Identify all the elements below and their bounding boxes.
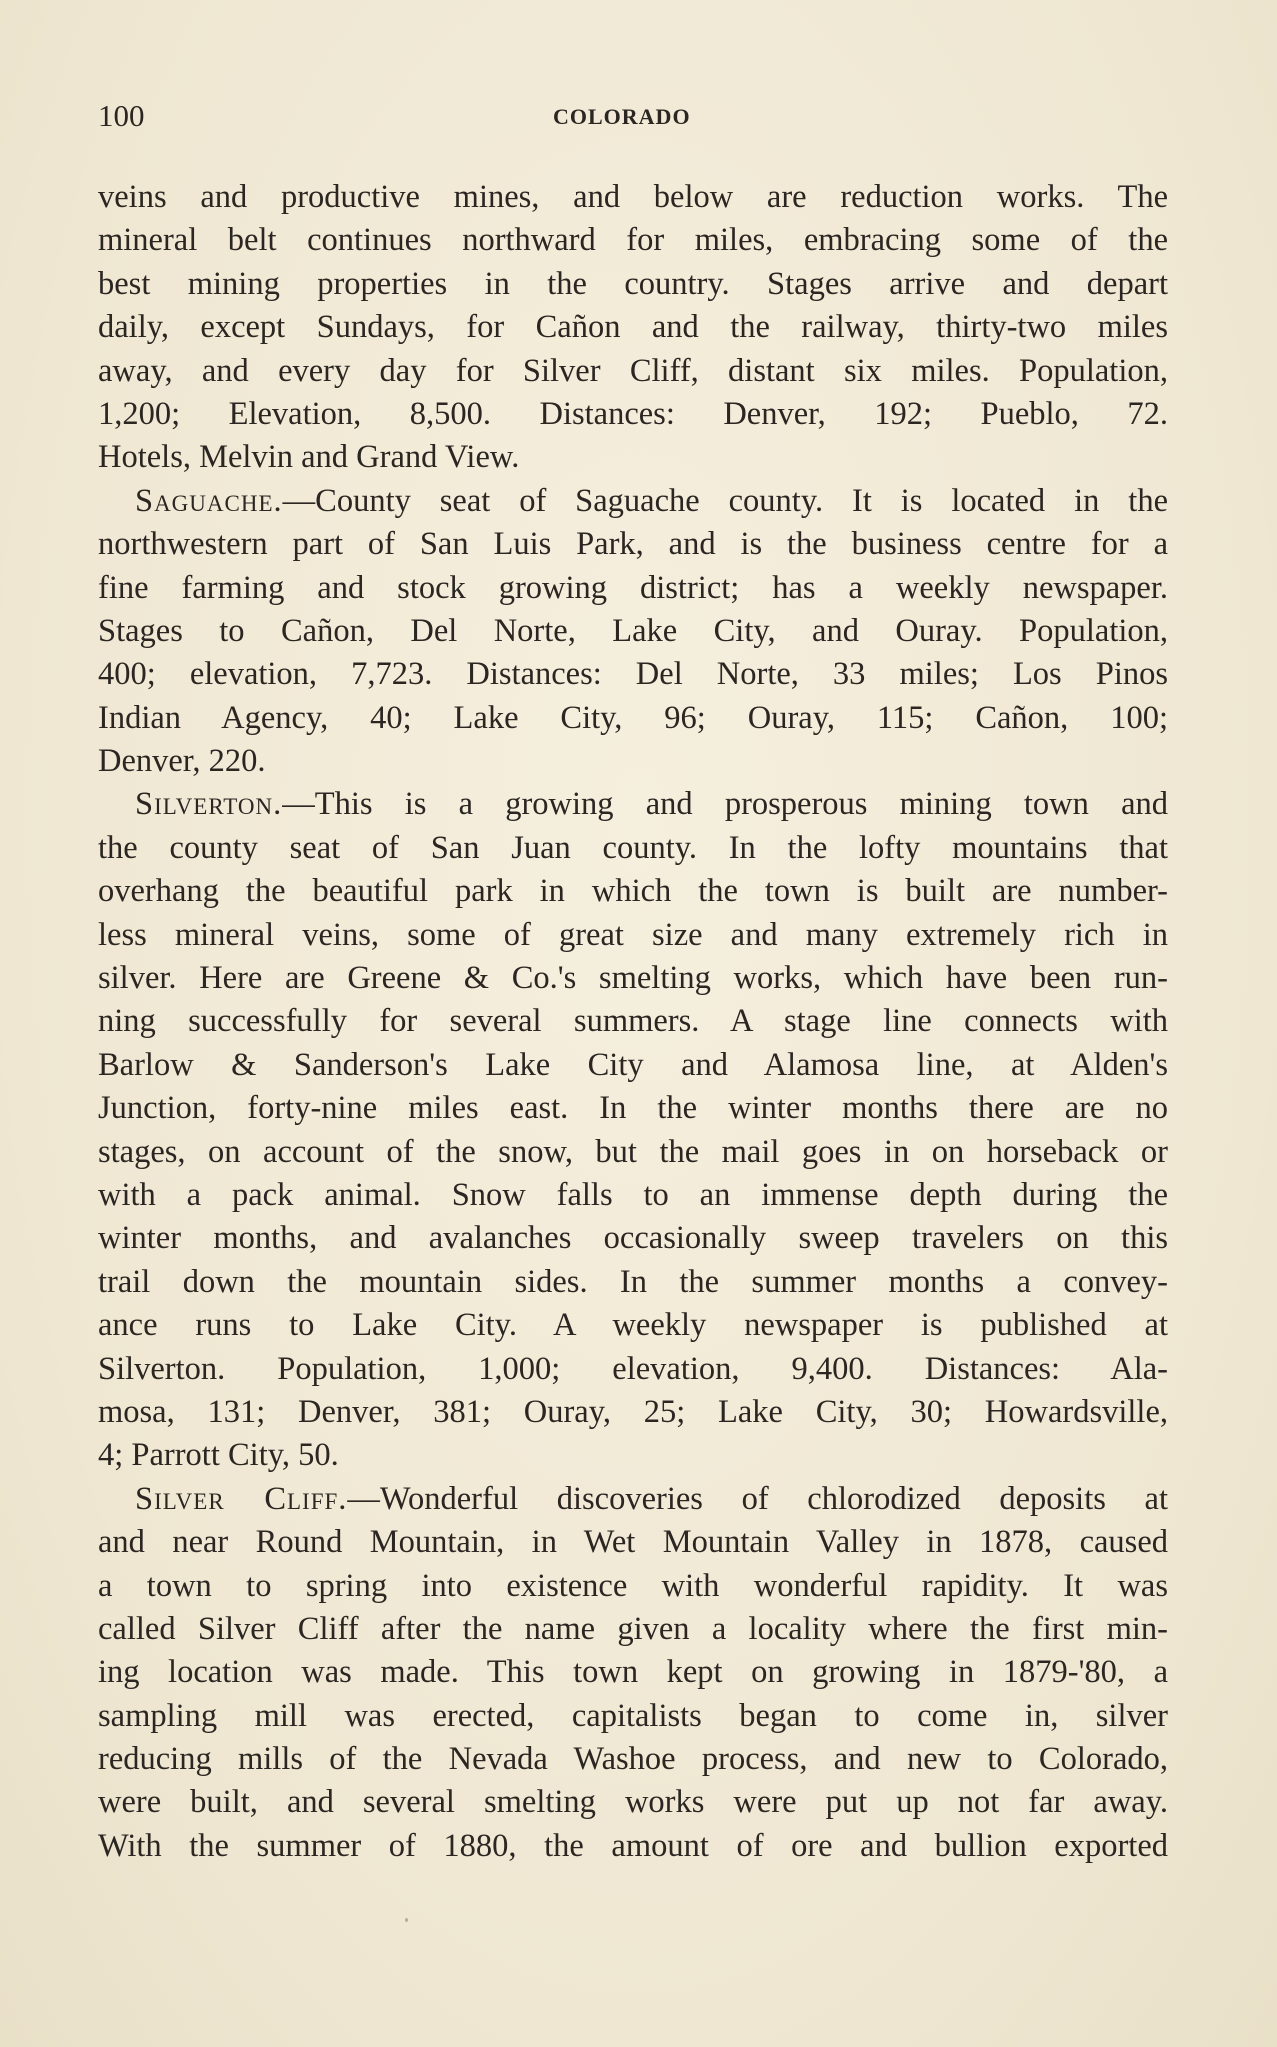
text-line: and near Round Mountain, in Wet Mountain Valley in 1878, caused	[98, 1524, 1168, 1561]
text-line: with a pack animal. Snow falls to an immense depth during the	[98, 1176, 1168, 1213]
text-line: Stages to Cañon, Del Norte, Lake City, and Ouray. Population,	[98, 612, 1168, 649]
text-line: sampling mill was erected, capitalists began to come in, silver	[98, 1697, 1168, 1734]
text-line: trail down the mountain sides. In the summer months a convey-	[98, 1263, 1168, 1300]
text-line: mineral belt continues northward for miles, embracing some of the	[98, 222, 1168, 259]
text-line: veins and productive mines, and below are reduction works. The	[98, 179, 1168, 215]
text-line: 400; elevation, 7,723. Distances: Del Norte, 33 miles; Los Pinos	[98, 656, 1168, 693]
text-line-rest: —Wonderful discoveries of chlorodized deposits at	[347, 1480, 1168, 1517]
text-line: With the summer of 1880, the amount of ore and bullion exported	[98, 1827, 1168, 1864]
text-line: 1,200; Elevation, 8,500. Distances: Denver, 192; Pueblo, 72.	[98, 395, 1168, 432]
entry-saguache-first-line	[98, 480, 1168, 523]
text-line: Barlow & Sanderson's Lake City and Alamosa line, at Alden's	[98, 1046, 1168, 1083]
text-line: the county seat of San Juan county. In the lofty mountains that	[98, 829, 1168, 866]
text-line: reducing mills of the Nevada Washoe process, and new to Colorado,	[98, 1741, 1168, 1778]
text-line: daily, except Sundays, for Cañon and the railway, thirty-two miles	[98, 309, 1168, 346]
entry-heading-silver-cliff: Silver Cliff.	[135, 1480, 348, 1517]
text-line: mosa, 131; Denver, 381; Ouray, 25; Lake City, 30; Howardsville,	[98, 1393, 1168, 1430]
text-line: Denver, 220.	[98, 743, 266, 780]
page-number: 100	[98, 98, 145, 133]
text-line: silver. Here are Greene & Co.'s smelting works, which have been run-	[98, 960, 1168, 997]
paper-speck	[405, 1918, 408, 1922]
text-line: ing location was made. This town kept on growing in 1879-'80, a	[98, 1654, 1168, 1691]
text-line: a town to spring into existence with wonderful rapidity. It was	[98, 1567, 1168, 1604]
entry-heading-saguache: Saguache.	[135, 482, 283, 519]
text-line-rest: —County seat of Saguache county. It is located in the	[282, 482, 1168, 519]
text-line: stages, on account of the snow, but the mail goes in on horseback or	[98, 1133, 1168, 1170]
running-head	[98, 98, 1168, 138]
text-line: best mining properties in the country. Stages arrive and depart	[98, 265, 1168, 302]
entry-silverton-first-line	[98, 783, 1168, 826]
text-line: less mineral veins, some of great size and many extremely rich in	[98, 916, 1168, 953]
text-line: Silverton. Population, 1,000; elevation, 9,400. Distances: Ala-	[98, 1350, 1168, 1387]
body-text	[98, 176, 1168, 1868]
text-line: winter months, and avalanches occasionally sweep travelers on this	[98, 1220, 1168, 1257]
text-line-rest: —This is a growing and prosperous mining town and	[282, 786, 1168, 823]
text-line: fine farming and stock growing district; has a weekly newspaper.	[98, 569, 1168, 606]
text-line: Hotels, Melvin and Grand View.	[98, 439, 520, 476]
text-line: away, and every day for Silver Cliff, distant six miles. Population,	[98, 352, 1168, 389]
text-line: called Silver Cliff after the name given a locality where the first min-	[98, 1610, 1168, 1647]
text-line: northwestern part of San Luis Park, and is the business centre for a	[98, 526, 1168, 563]
text-line: ance runs to Lake City. A weekly newspaper is published at	[98, 1307, 1168, 1344]
running-title: COLORADO	[553, 104, 691, 129]
entry-silver-cliff-first-line	[98, 1478, 1168, 1521]
text-line: ning successfully for several summers. A stage line connects with	[98, 1003, 1168, 1040]
text-line: overhang the beautiful park in which the town is built are number-	[98, 873, 1168, 910]
text-line: Indian Agency, 40; Lake City, 96; Ouray, 115; Cañon, 100;	[98, 699, 1168, 736]
text-line: Junction, forty-nine miles east. In the winter months there are no	[98, 1090, 1168, 1127]
text-line: were built, and several smelting works were put up not far away.	[98, 1784, 1168, 1821]
text-line: 4; Parrott City, 50.	[98, 1437, 339, 1474]
entry-heading-silverton: Silverton.	[135, 786, 283, 823]
